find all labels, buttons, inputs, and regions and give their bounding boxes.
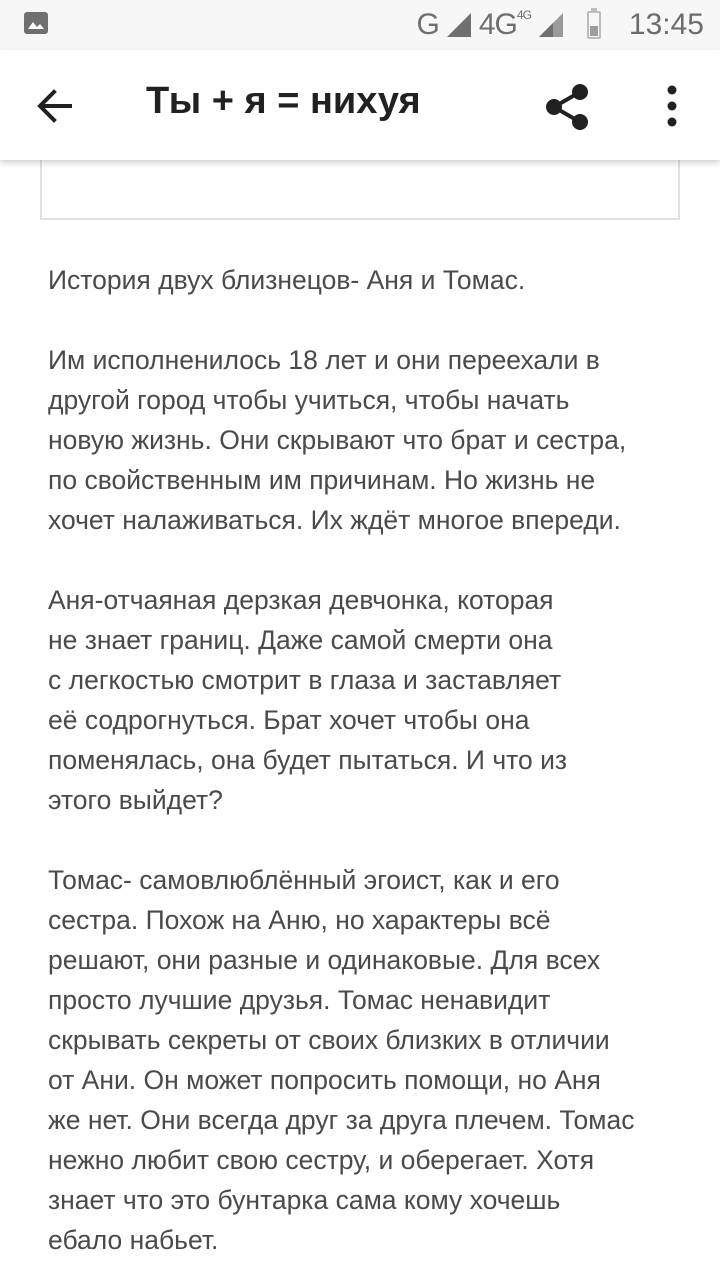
- arrow-back-icon: [30, 84, 78, 128]
- share-icon: [540, 80, 594, 134]
- network-type-sup: 4G: [516, 8, 531, 22]
- description-line: же нет. Они всегда друг за друга плечем. Томас: [48, 1105, 635, 1135]
- description-line: её содрогнуться. Брат хочет чтобы она: [48, 705, 530, 735]
- back-button[interactable]: [30, 84, 78, 128]
- description-line: по свойственным им причинам. Но жизнь не: [48, 465, 596, 495]
- more-vert-icon: [660, 84, 684, 128]
- description-line: с легкостью смотрит в глаза и заставляет: [48, 665, 562, 695]
- battery-fill: [590, 26, 598, 36]
- signal-strength-icon: [445, 11, 473, 39]
- network-type-text: 4G: [478, 8, 517, 41]
- description-paragraph-3: [48, 580, 688, 820]
- description-line: новую жизнь. Они скрывают что брат и сестра,: [48, 425, 627, 455]
- description-line: этого выйдет?: [48, 785, 223, 815]
- signal-strength-icon-2: [537, 11, 565, 39]
- gallery-notification-icon: [24, 12, 48, 34]
- cover-image-frame: [40, 160, 680, 220]
- network-type-label: G: [416, 8, 439, 41]
- app-bar: [0, 50, 720, 160]
- description-line: Аня-отчаяная дерзкая девчонка, которая: [48, 585, 554, 615]
- description-line: Томас- самовлюблённый эгоист, как и его: [48, 865, 560, 895]
- description-line: поменялась, она будет пытаться. И что из: [48, 745, 568, 775]
- network-type-label-2: [479, 8, 531, 42]
- page-title: Ты + я = нихуя: [146, 80, 421, 122]
- description-line: от Ани. Он может попросить помощи, но Аня: [48, 1065, 601, 1095]
- description-paragraph-4: [48, 860, 688, 1260]
- share-button[interactable]: [540, 80, 594, 134]
- more-options-button[interactable]: [660, 84, 684, 128]
- description-paragraph-1: История двух близнецов- Аня и Томас.: [48, 265, 526, 295]
- description-line: другой город чтобы учиться, чтобы начать: [48, 385, 570, 415]
- description-line: знает что это бунтарка сама кому хочешь: [48, 1185, 561, 1215]
- description-line: Им исполненилось 18 лет и они переехали в: [48, 345, 600, 375]
- description-line: просто лучшие друзья. Томас ненавидит: [48, 985, 551, 1015]
- description-line: решают, они разные и одинаковые. Для всех: [48, 945, 601, 975]
- clock: 13:45: [628, 8, 704, 41]
- description-line: хочет налаживаться. Их ждёт многое впереди.: [48, 505, 621, 535]
- description-line: нежно любит свою сестру, и оберегает. Хотя: [48, 1145, 595, 1175]
- battery-icon: [587, 11, 601, 39]
- description-line: скрывать секреты от своих близких в отличии: [48, 1025, 610, 1055]
- description-line: ебало набьет.: [48, 1225, 219, 1255]
- description-line: сестра. Похож на Аню, но характеры всё: [48, 905, 551, 935]
- content-scroll-area[interactable]: [0, 160, 720, 1280]
- description-paragraph-2: [48, 340, 688, 540]
- status-bar: [0, 0, 720, 50]
- description-line: не знает границ. Даже самой смерти она: [48, 625, 553, 655]
- book-description: [48, 260, 688, 1280]
